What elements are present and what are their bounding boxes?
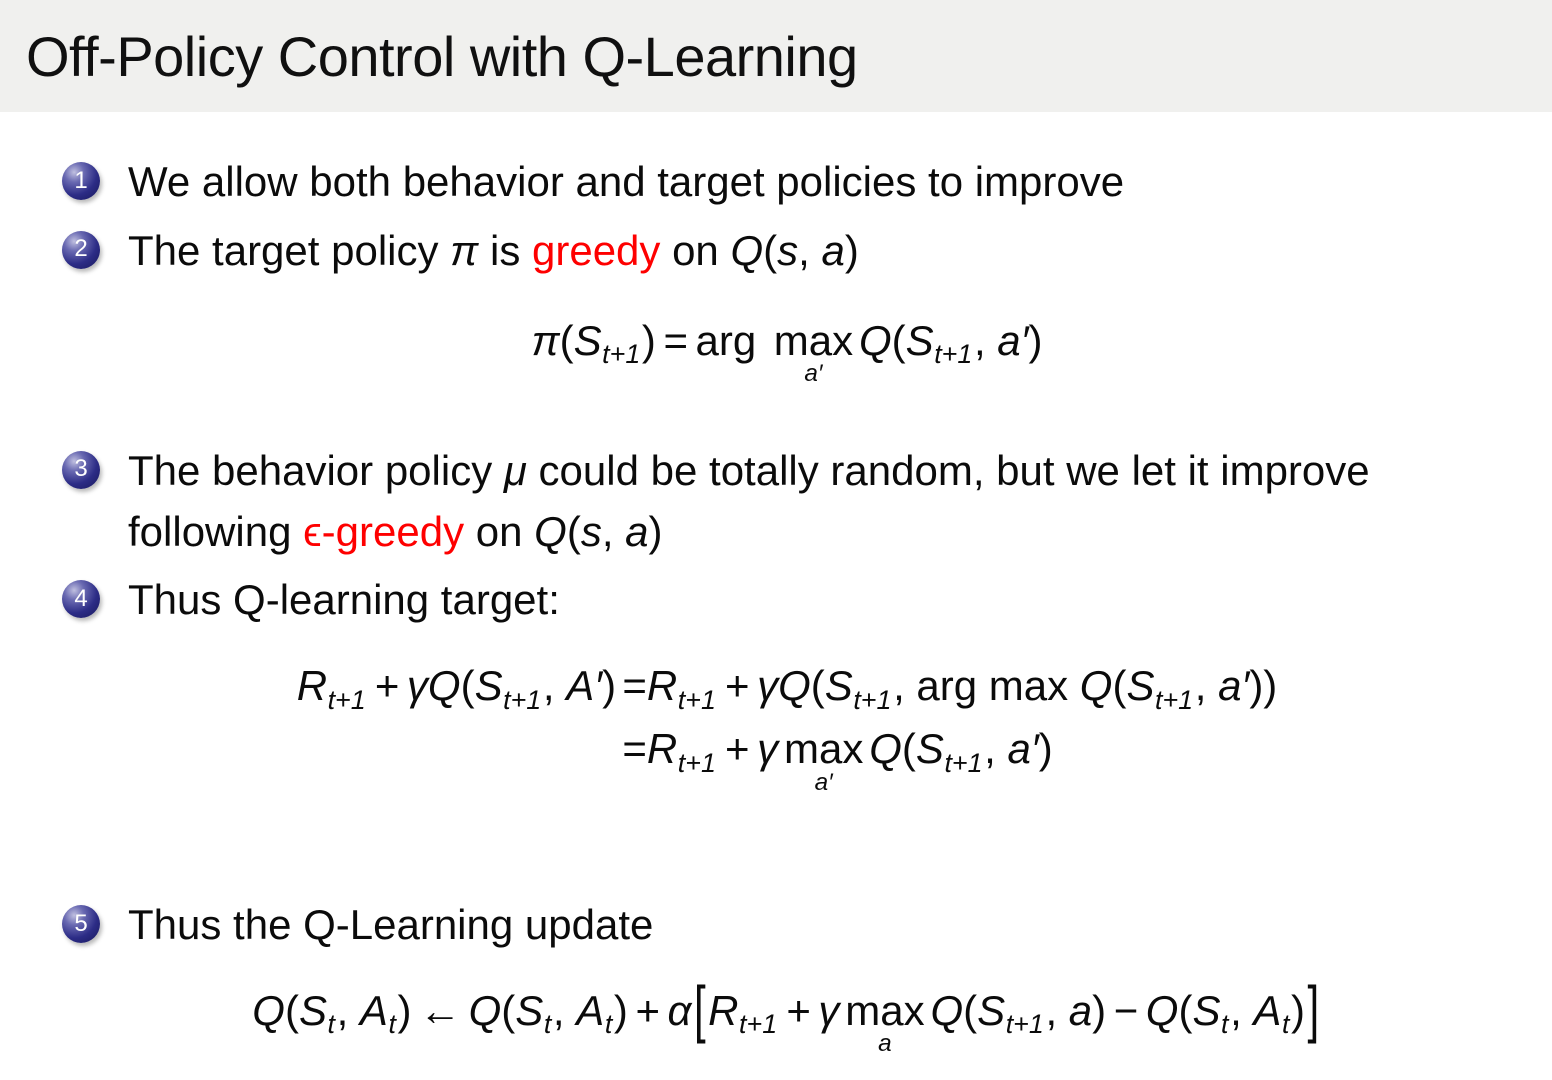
text-segment: max a′ [773, 316, 854, 388]
equation-target-line1-rhs [616, 657, 1277, 720]
math-subscript: t+1 [1155, 684, 1194, 715]
math-var: α [667, 986, 692, 1034]
text-segment: , [973, 316, 998, 364]
text-segment: ( [284, 986, 299, 1034]
text-segment: ( [901, 725, 916, 773]
math-var: A′ [566, 662, 603, 710]
vertical-spacer [62, 809, 1512, 895]
list-item-2 [62, 221, 1512, 282]
slide-body [0, 112, 1552, 1061]
math-var: S [915, 725, 944, 773]
math-var: R [296, 662, 328, 710]
math-var: a [1068, 986, 1093, 1034]
equation-target-line2-lhs [297, 720, 616, 783]
highlighted-term: ϵ-greedy [303, 507, 465, 555]
equation-target-line1-lhs [297, 657, 616, 720]
text-segment: , [1230, 986, 1254, 1034]
text-segment: We allow both behavior and target policies to improve [128, 158, 1125, 205]
math-var: π [531, 316, 560, 364]
list-item-1-text [128, 152, 1512, 213]
math-subscript: t+1 [944, 747, 983, 778]
text-segment: ) [1038, 725, 1053, 773]
text-segment: The target policy [128, 226, 451, 274]
math-subscript: t [388, 1009, 396, 1040]
math-var: γ [757, 725, 779, 773]
math-var: S [515, 986, 544, 1034]
math-var: a′ [1007, 725, 1039, 773]
text-segment: arg [695, 316, 768, 364]
math-var: S [824, 662, 853, 710]
math-subscript: t+1 [327, 684, 366, 715]
list-item-3 [62, 441, 1512, 563]
math-var: γ [818, 986, 840, 1034]
text-segment: on [660, 226, 731, 274]
text-segment: ] [1307, 973, 1320, 1045]
math-var: Q [427, 662, 461, 710]
math-subscript: t [543, 1009, 552, 1040]
math-var: S [905, 316, 934, 364]
equation-target-line2-rhs [616, 720, 1277, 796]
equation-target-line2 [297, 720, 1278, 796]
text-segment: , [1194, 662, 1219, 710]
text-segment: arg max [916, 662, 1080, 710]
text-segment: ) [613, 986, 628, 1034]
math-subscript: t+1 [503, 684, 542, 715]
text-segment: + [725, 662, 750, 710]
math-var: S [1192, 986, 1221, 1034]
math-var: Q [730, 226, 764, 274]
text-segment: = [622, 725, 647, 773]
text-segment: + [725, 725, 750, 773]
math-var: a′ [1218, 662, 1250, 710]
text-segment: ( [891, 316, 906, 364]
bullet-ball-icon: 3 [62, 451, 100, 489]
text-segment: max a [845, 986, 925, 1058]
math-var: R [646, 662, 678, 710]
math-under-subscript: a′ [814, 768, 833, 796]
text-segment: ) [648, 507, 663, 555]
math-under-subscript: a′ [804, 360, 823, 388]
slide-title-bar [0, 0, 1552, 112]
slide-title: Off-Policy Control with Q-Learning [26, 24, 858, 88]
math-subscript: t [1220, 1009, 1229, 1040]
text-segment: ( [460, 662, 475, 710]
math-var: Q [468, 986, 502, 1034]
list-item-5-text [128, 895, 1512, 956]
text-segment: max a′ [784, 725, 864, 796]
math-var: Q [1145, 986, 1179, 1034]
math-var: γ [757, 662, 779, 710]
text-segment: = [622, 662, 647, 710]
text-segment: , [798, 226, 822, 274]
text-segment: ) [602, 662, 617, 710]
math-var: Q [930, 986, 964, 1034]
math-var: A [359, 986, 388, 1034]
text-segment: ) [844, 226, 859, 274]
text-segment: ← [419, 986, 462, 1034]
math-var: A [1253, 986, 1282, 1034]
list-item-4-text [128, 570, 1512, 631]
text-segment: ( [1178, 986, 1193, 1034]
text-segment: ) [1092, 986, 1107, 1034]
list-item-3-text [128, 441, 1512, 563]
text-segment: ( [963, 986, 978, 1034]
math-var: a [625, 507, 649, 555]
math-subscript: t [327, 1009, 335, 1040]
math-subscript: t+1 [602, 339, 641, 370]
text-segment: The behavior policy [128, 446, 504, 494]
math-subscript: t+1 [677, 684, 716, 715]
math-var: S [298, 986, 327, 1034]
text-segment: is [478, 226, 532, 274]
math-var: Q [778, 662, 811, 710]
text-segment: ) [1291, 986, 1306, 1034]
math-var: a′ [997, 316, 1029, 364]
math-var: γ [406, 662, 428, 710]
text-segment: )) [1249, 662, 1278, 710]
text-segment: ( [1112, 662, 1127, 710]
math-var: S [573, 316, 602, 364]
text-segment: ) [1028, 316, 1043, 364]
text-segment: on [464, 507, 535, 555]
text-segment: ( [559, 316, 574, 364]
math-subscript: t+1 [1005, 1009, 1044, 1040]
math-var: S [1126, 662, 1155, 710]
math-var: π [450, 226, 479, 274]
text-segment: , [552, 986, 577, 1034]
text-segment: + [786, 986, 811, 1034]
math-var: R [646, 725, 678, 773]
math-var: s [777, 226, 799, 274]
text-segment: Thus Q-learning target: [128, 576, 560, 624]
math-subscript: t+1 [853, 684, 892, 715]
bullet-ball-icon: 5 [62, 905, 100, 943]
text-segment: ( [501, 986, 516, 1034]
bullet-ball-icon: 4 [62, 580, 100, 618]
text-segment: Thus the Q-Learning update [128, 900, 654, 948]
text-segment: , [542, 662, 567, 710]
math-subscript: t [604, 1009, 613, 1040]
list-item-2-text [128, 221, 1512, 282]
bullet-ball-icon: 2 [62, 231, 100, 269]
highlighted-term: greedy [531, 226, 661, 274]
math-subscript: t [1281, 1009, 1290, 1040]
math-var: Q [534, 507, 567, 555]
text-segment: following [128, 507, 304, 555]
list-item-5 [62, 895, 1512, 956]
text-segment: , [984, 725, 1008, 773]
list-item-4 [62, 570, 1512, 631]
text-segment: + [374, 662, 400, 710]
math-under-subscript: a [878, 1030, 892, 1058]
text-segment: = [663, 316, 688, 364]
text-segment: ) [397, 986, 412, 1034]
text-segment: + [635, 986, 660, 1034]
equation-qlearning-update [252, 973, 1321, 1061]
text-segment: , [601, 507, 626, 555]
math-var: Q [252, 986, 285, 1034]
math-var: Q [869, 725, 902, 773]
math-var: A [576, 986, 605, 1034]
bullet-ball-icon: 1 [62, 162, 100, 200]
text-segment: could be totally random, but we let it improve [526, 446, 1370, 494]
equation-target-line1 [297, 657, 1278, 720]
math-var: Q [859, 316, 892, 364]
text-segment: ( [763, 226, 778, 274]
math-subscript: t+1 [934, 339, 973, 370]
math-var: R [708, 986, 739, 1034]
equation-qlearning-target [297, 657, 1278, 809]
math-var: s [580, 507, 602, 555]
math-var: a [821, 226, 845, 274]
math-var: μ [503, 446, 527, 494]
text-segment: − [1113, 986, 1139, 1034]
math-var: S [474, 662, 503, 710]
text-segment: , [336, 986, 360, 1034]
math-var: Q [1079, 662, 1113, 710]
equation-greedy-policy [531, 316, 1042, 397]
text-segment: ( [566, 507, 581, 555]
text-segment: [ [693, 973, 706, 1045]
math-subscript: t+1 [739, 1009, 778, 1040]
text-segment: ( [810, 662, 825, 710]
text-segment: ) [641, 316, 656, 364]
text-segment: , [1045, 986, 1069, 1034]
math-var: S [977, 986, 1006, 1034]
list-item-1 [62, 152, 1512, 213]
math-subscript: t+1 [677, 747, 716, 778]
text-segment: , [893, 662, 917, 710]
